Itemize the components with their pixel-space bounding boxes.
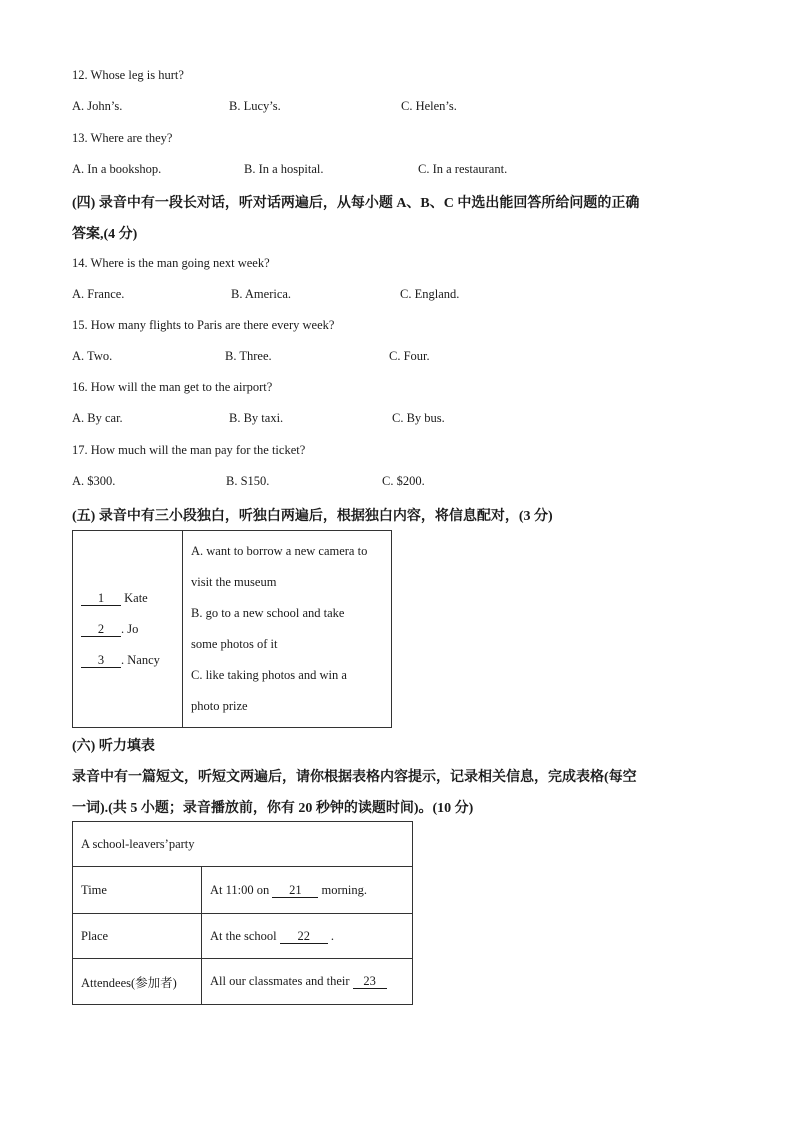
row-label-place: Place bbox=[73, 914, 202, 959]
matching-options-cell bbox=[183, 531, 392, 728]
section-6-instructions-line1: 录音中有一篇短文，听短文两遍后，请你根据表格内容提示，记录相关信息，完成表格(每空 bbox=[72, 770, 637, 785]
option-16a: A. By car. bbox=[72, 411, 123, 425]
fill-blank-23[interactable]: 23 bbox=[353, 975, 387, 989]
match-person-1 bbox=[81, 583, 182, 614]
option-14c: C. England. bbox=[400, 287, 460, 301]
option-17a: A. $300. bbox=[72, 474, 116, 488]
option-15b: B. Three. bbox=[225, 349, 272, 363]
match-option-line: visit the museum bbox=[191, 575, 277, 589]
match-option-line: photo prize bbox=[191, 699, 248, 713]
option-15a: A. Two. bbox=[72, 349, 113, 363]
option-12a: A. John’s. bbox=[72, 99, 123, 113]
table-row bbox=[73, 867, 413, 914]
section-5-heading: (五) 录音中有三小段独白，听独白两遍后，根据独白内容，将信息配对，(3 分) bbox=[72, 509, 553, 524]
row-value-attendees: All our classmates and their 23 bbox=[202, 959, 413, 1005]
match-option-line: some photos of it bbox=[191, 637, 278, 651]
section-6-heading: (六) 听力填表 bbox=[72, 739, 155, 754]
option-13c: C. In a restaurant. bbox=[418, 162, 508, 176]
match-blank-2[interactable]: 2 bbox=[81, 623, 121, 637]
fill-table-title: A school-leavers’party bbox=[73, 822, 413, 867]
match-blank-3[interactable]: 3 bbox=[81, 654, 121, 668]
matching-table bbox=[72, 530, 392, 728]
match-blank-1[interactable]: 1 bbox=[81, 592, 121, 606]
question-14: 14. Where is the man going next week? bbox=[72, 256, 270, 270]
option-17b: B. S150. bbox=[226, 474, 270, 488]
match-person-3: 3 . Nancy bbox=[81, 645, 182, 676]
fill-blank-21[interactable]: 21 bbox=[272, 884, 318, 898]
match-option-line: A. want to borrow a new camera to bbox=[191, 544, 368, 558]
fill-blank-22[interactable]: 22 bbox=[280, 930, 328, 944]
match-person-2: 2 . Jo bbox=[81, 614, 182, 645]
table-row bbox=[73, 959, 413, 1005]
option-12c: C. Helen’s. bbox=[401, 99, 457, 113]
option-14a: A. France. bbox=[72, 287, 125, 301]
option-17c: C. $200. bbox=[382, 474, 425, 488]
match-option-line: B. go to a new school and take bbox=[191, 606, 345, 620]
matching-people-cell bbox=[73, 531, 183, 728]
match-option-line: C. like taking photos and win a bbox=[191, 668, 347, 682]
option-13a: A. In a bookshop. bbox=[72, 162, 162, 176]
match-name-2: Jo bbox=[127, 621, 139, 636]
row-label-time: Time bbox=[73, 867, 202, 914]
row-value-time: At 11:00 on 21 morning. bbox=[202, 867, 413, 914]
section-4-heading-line2: 答案,(4 分) bbox=[72, 227, 138, 242]
option-13b: B. In a hospital. bbox=[244, 162, 324, 176]
question-12: 12. Whose leg is hurt? bbox=[72, 68, 184, 82]
section-6-instructions-line2: 一词).(共 5 小题；录音播放前，你有 20 秒钟的读题时间)。(10 分) bbox=[72, 801, 474, 816]
match-name-3: Nancy bbox=[127, 652, 160, 667]
match-name-1: Kate bbox=[124, 590, 148, 605]
question-13: 13. Where are they? bbox=[72, 131, 173, 145]
option-16b: B. By taxi. bbox=[229, 411, 284, 425]
row-label-attendees: Attendees(参加者) bbox=[73, 959, 202, 1005]
section-4-heading-line1: (四) 录音中有一段长对话，听对话两遍后，从每小题 A、B、C 中选出能回答所给问题的正确 bbox=[72, 196, 640, 211]
option-12b: B. Lucy’s. bbox=[229, 99, 281, 113]
question-17: 17. How much will the man pay for the ticket? bbox=[72, 443, 306, 457]
fill-in-table bbox=[72, 821, 413, 1005]
question-16: 16. How will the man get to the airport? bbox=[72, 380, 273, 394]
option-14b: B. America. bbox=[231, 287, 292, 301]
table-row bbox=[73, 914, 413, 959]
option-16c: C. By bus. bbox=[392, 411, 445, 425]
option-15c: C. Four. bbox=[389, 349, 430, 363]
row-value-place: At the school 22 . bbox=[202, 914, 413, 959]
question-15: 15. How many flights to Paris are there every week? bbox=[72, 318, 335, 332]
